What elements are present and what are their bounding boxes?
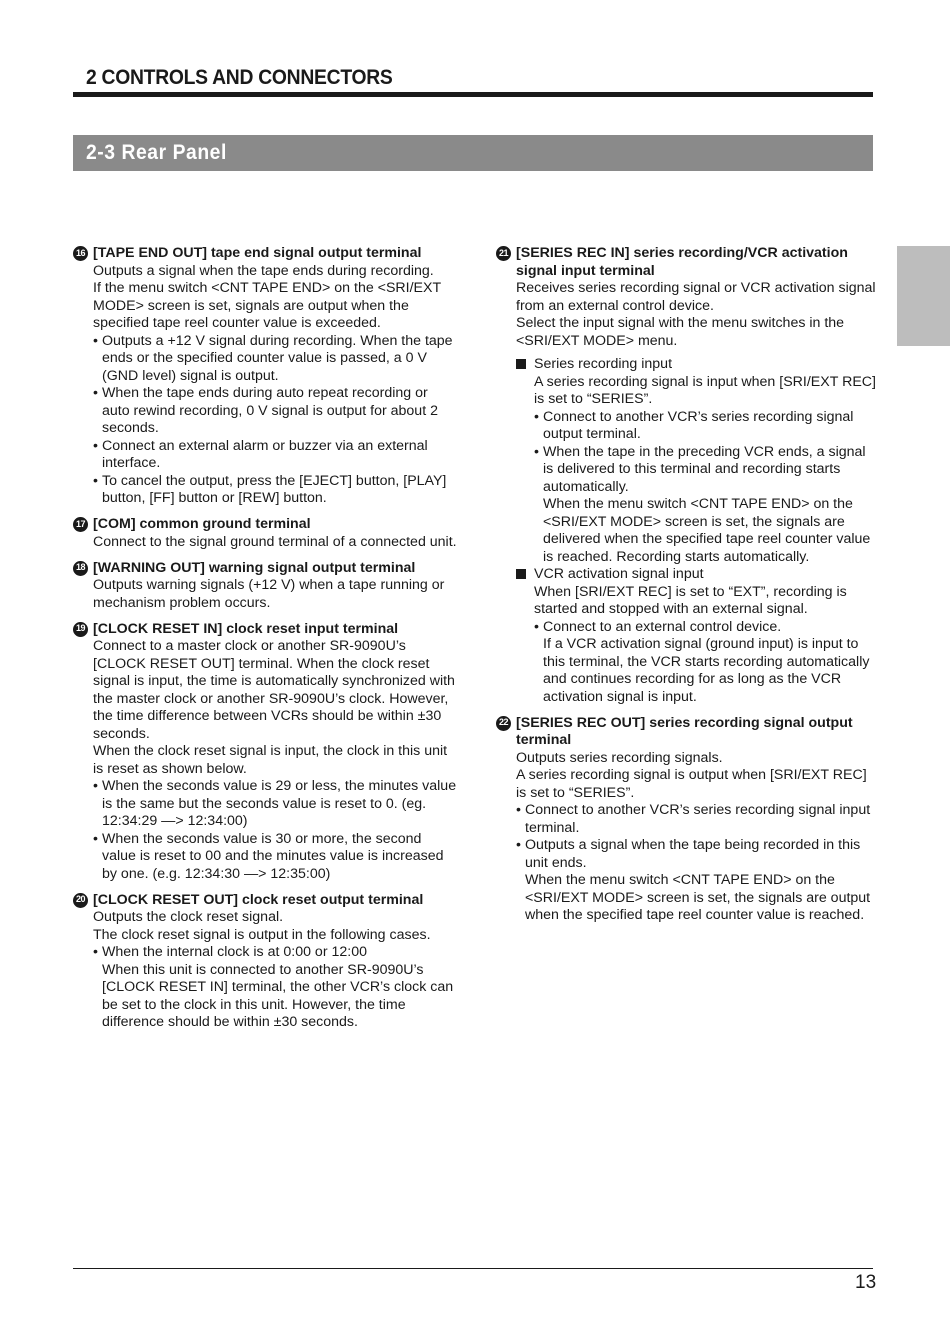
footer-divider <box>73 1268 873 1269</box>
description-paragraph: Receives series recording signal or VCR activation signal from an external control device. <box>516 280 876 314</box>
description-paragraph: A series recording signal is output when [SRI/EXT REC] is set to “SERIES”. <box>516 767 867 801</box>
bullet-dot: • <box>534 408 539 425</box>
bullet-item <box>516 837 876 925</box>
bullet-item <box>93 944 458 1032</box>
bullet-text: Connect an external alarm or buzzer via an external interface. <box>102 437 428 471</box>
terminal-heading <box>73 560 458 578</box>
bullet-text: Outputs a +12 V signal during recording. When the tape ends or the specified counter value is passed, a 0 V (GND level) signal is output. <box>102 332 453 384</box>
terminal-description <box>496 750 876 925</box>
bullet-text: When the seconds value is 29 or less, the minutes value is the same but the seconds value is reset to 0. (eg. 12:34:29 —> 12:34:00) <box>102 778 457 829</box>
terminal-heading <box>73 245 458 263</box>
description-paragraph: Select the input signal with the menu switches in the <SRI/EXT MODE> menu. <box>516 315 845 349</box>
bullet-item <box>93 438 458 473</box>
terminal-description <box>496 280 876 706</box>
chapter-title: 2 CONTROLS AND CONNECTORS <box>86 66 393 89</box>
bullet-text: Connect to another VCR’s series recording signal input terminal. <box>525 802 871 836</box>
subsection-title: VCR activation signal input <box>534 566 704 582</box>
bullet-dot: • <box>93 437 98 454</box>
item-number-badge: 20 <box>73 893 88 908</box>
description-paragraph: When the clock reset signal is input, the clock in this unit is reset as shown below. <box>93 743 448 777</box>
description-paragraph: Connect to the signal ground terminal of a connected unit. <box>93 533 457 550</box>
terminal-description <box>73 638 458 883</box>
bullet-item <box>93 831 458 884</box>
terminal-entry <box>73 516 458 551</box>
subsection-text: When [SRI/EXT REC] is set to “EXT”, recording is started and stopped with an external signal. <box>534 583 847 617</box>
chapter-divider <box>73 92 873 97</box>
section-title: 2-3 Rear Panel <box>86 141 227 164</box>
section-header-bar <box>73 135 873 171</box>
bullet-text: To cancel the output, press the [EJECT] button, [PLAY] button, [FF] button or [REW] button. <box>102 472 447 506</box>
description-paragraph: Outputs the clock reset signal. <box>93 909 284 925</box>
bullet-item <box>93 333 458 386</box>
subsection-title-row <box>516 566 876 584</box>
terminal-heading-text: [SERIES REC OUT] series recording signal output terminal <box>516 714 853 748</box>
bullet-dot: • <box>93 332 98 349</box>
terminal-heading <box>73 892 458 910</box>
description-paragraph: Outputs a signal when the tape ends during recording. <box>93 262 434 279</box>
side-tab-marker <box>897 246 950 346</box>
bullet-dot: • <box>534 443 539 460</box>
terminal-heading <box>496 715 876 750</box>
bullet-item <box>534 619 876 707</box>
bullet-dot: • <box>93 385 98 401</box>
terminal-heading <box>496 245 876 280</box>
bullet-item <box>534 444 876 567</box>
bullet-text: When the tape in the preceding VCR ends, a signal is delivered to this terminal and recording starts automatically. When the menu switch <CNT TAPE END> on the <SRI/EXT MODE> screen is set, the signals are delivered when the specified tape reel counter value is reached. Recording starts automatically. <box>543 443 871 565</box>
terminal-entry <box>73 245 458 508</box>
subsection-text: A series recording signal is input when [SRI/EXT REC] is set to “SERIES”. <box>534 373 876 407</box>
bullet-dot: • <box>93 944 98 960</box>
bullet-dot: • <box>516 837 521 853</box>
terminal-entry <box>496 245 876 706</box>
subsection <box>516 566 876 706</box>
bullet-item <box>93 778 458 831</box>
bullet-item <box>93 385 458 438</box>
bullet-item <box>516 802 876 837</box>
description-paragraph: Outputs series recording signals. <box>516 749 723 766</box>
bullet-item <box>93 473 458 508</box>
square-bullet-icon <box>516 359 526 369</box>
terminal-heading <box>73 516 458 534</box>
item-number-badge: 16 <box>73 246 88 261</box>
terminal-heading <box>73 621 458 639</box>
bullet-dot: • <box>93 778 98 794</box>
bullet-item <box>534 409 876 444</box>
item-number-badge: 18 <box>73 561 88 576</box>
bullet-text: Connect to an external control device. If a VCR activation signal (ground input) is input to this terminal, the VCR starts recording automatically and continues recording for as long as the VCR activation signal is input. <box>543 618 870 705</box>
terminal-description <box>73 263 458 508</box>
description-paragraph: Outputs warning signals (+12 V) when a tape running or mechanism problem occurs. <box>93 577 445 611</box>
terminal-heading-text: [CLOCK RESET OUT] clock reset output terminal <box>93 891 424 908</box>
terminal-description <box>73 577 458 612</box>
terminal-heading-text: [COM] common ground terminal <box>93 516 311 532</box>
terminal-entry <box>73 892 458 1032</box>
terminal-entry <box>496 715 876 925</box>
subsection-bullets <box>534 409 876 567</box>
item-number-badge: 22 <box>496 716 511 731</box>
bullet-dot: • <box>93 472 98 489</box>
item-number-badge: 19 <box>73 622 88 637</box>
description-paragraph: Connect to a master clock or another SR-9090U’s [CLOCK RESET OUT] terminal. When the clock reset signal is input, the time is automatically synchronized with the master clock or another SR-9090U’s clock. However, the time difference between VCRs should be within ±30 seconds. <box>93 638 455 742</box>
terminal-heading-text: [WARNING OUT] warning signal output terminal <box>93 559 416 576</box>
terminal-heading-text: [SERIES REC IN] series recording/VCR activation signal input terminal <box>516 245 848 279</box>
bullet-text: When the seconds value is 30 or more, the second value is reset to 00 and the minutes value is increased by one. (e.g. 12:34:30 —> 12:35:00) <box>102 830 444 882</box>
terminal-entry <box>73 621 458 884</box>
terminal-description <box>73 909 458 1032</box>
description-paragraph: If the menu switch <CNT TAPE END> on the <SRI/EXT MODE> screen is set, signals are output when the specified tape reel counter value is exceeded. <box>93 280 441 331</box>
terminal-heading-text: [TAPE END OUT] tape end signal output terminal <box>93 245 422 261</box>
square-bullet-icon <box>516 569 526 579</box>
subsection-title: Series recording input <box>534 356 673 372</box>
terminal-heading-text: [CLOCK RESET IN] clock reset input terminal <box>93 620 399 637</box>
page-number: 13 <box>855 1272 877 1293</box>
bullet-text: Connect to another VCR’s series recording signal output terminal. <box>543 408 854 442</box>
bullet-dot: • <box>93 830 98 847</box>
bullet-dot: • <box>516 802 521 818</box>
subsection-title-row <box>516 356 876 374</box>
right-column <box>496 245 876 933</box>
left-column <box>73 245 458 1040</box>
terminal-description <box>73 534 458 552</box>
subsection <box>516 356 876 566</box>
bullet-text: Outputs a signal when the tape being recorded in this unit ends. When the menu switch <CNT TAPE END> on the <SRI/EXT MODE> screen is set, the signals are output when the specified tape reel counter value is reached. <box>525 837 871 923</box>
description-paragraph: The clock reset signal is output in the following cases. <box>93 926 431 943</box>
bullet-text: When the tape ends during auto repeat recording or auto rewind recording, 0 V signal is output for about 2 seconds. <box>102 385 438 436</box>
bullet-text: When the internal clock is at 0:00 or 12:00 When this unit is connected to another SR-9090U’s [CLOCK RESET IN] terminal, the other VCR’s clock can be set to the clock in this unit. However, the time difference should be within ±30 seconds. <box>102 944 454 1030</box>
item-number-badge: 17 <box>73 517 88 532</box>
terminal-entry <box>73 560 458 613</box>
bullet-dot: • <box>534 618 539 635</box>
subsection-bullets <box>534 619 876 707</box>
item-number-badge: 21 <box>496 246 511 261</box>
